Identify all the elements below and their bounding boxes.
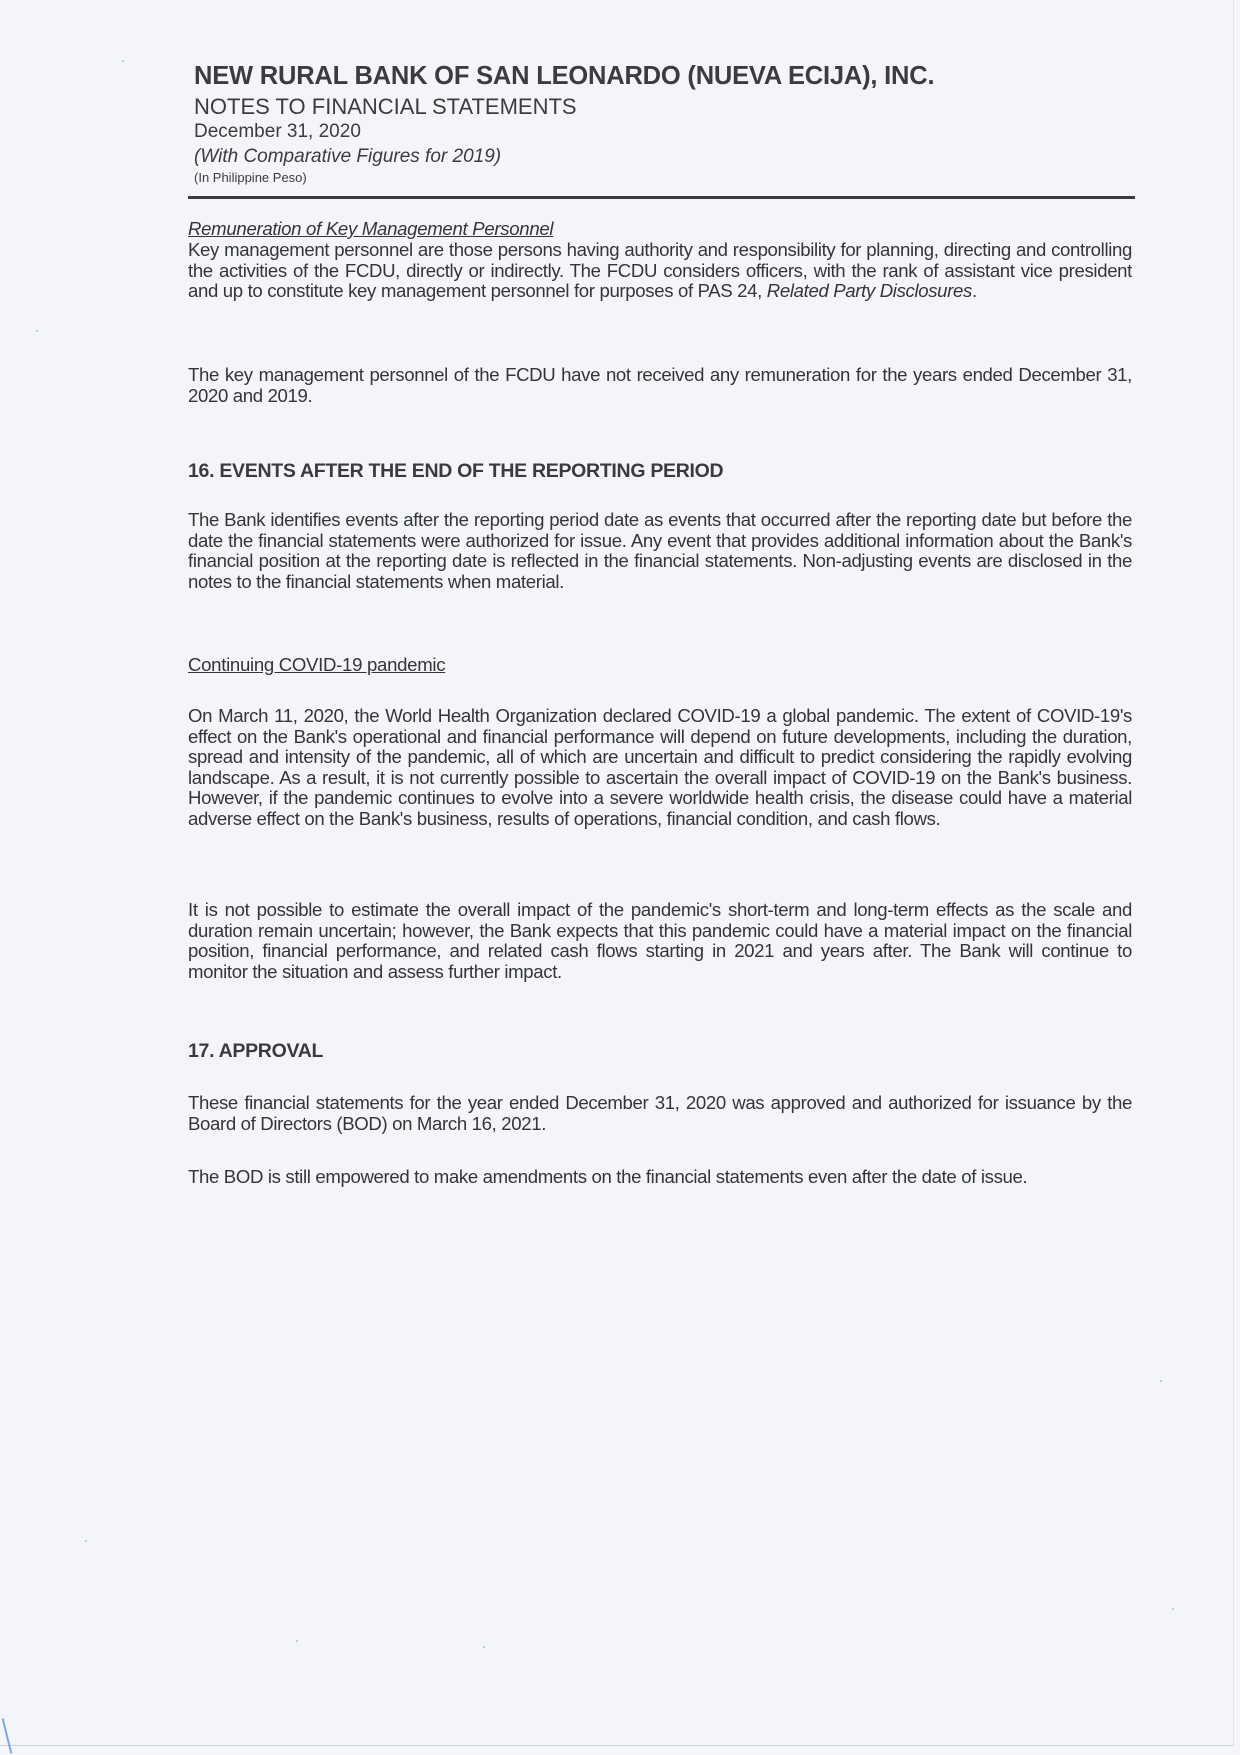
section-17-title: 17. APPROVAL (188, 1040, 324, 1062)
remuneration-paragraph-1-end: . (971, 280, 977, 302)
section-16-paragraph-3: It is not possible to estimate the overall impact of the pandemic's short-term and long-term effects as the scale and duration remain uncertain; however, the Bank expects that this pandemic could have a material impact on the financial position, financial performance, and related cash flows starting in 2021 and years after. The Bank will continue to monitor the situation and assess further impact. (188, 899, 1132, 982)
remuneration-paragraph-2: The key management personnel of the FCDU have not received any remuneration for the years ended December 31, 2020 and 2019. (188, 364, 1132, 406)
section-16-title: 16. EVENTS AFTER THE END OF THE REPORTING PERIOD (188, 460, 724, 482)
currency-note: (In Philippine Peso) (194, 170, 307, 185)
section-17-paragraph-1: These financial statements for the year ended December 31, 2020 was approved and authorized for issuance by the Board of Directors (BOD) on March 16, 2021. (188, 1092, 1132, 1134)
scan-speck (483, 1646, 485, 1648)
scan-speck (1160, 1380, 1162, 1382)
header-divider (188, 196, 1135, 199)
covid-subheading: Continuing COVID-19 pandemic (188, 654, 446, 675)
scan-speck (1172, 1608, 1174, 1610)
company-name: NEW RURAL BANK OF SAN LEONARDO (NUEVA ECIJA), INC. (194, 62, 935, 90)
statement-date: December 31, 2020 (194, 121, 361, 142)
section-17-paragraph-2: The BOD is still empowered to make amendments on the financial statements even after the date of issue. (188, 1166, 1028, 1187)
section-16-paragraph-1: The Bank identifies events after the reporting period date as events that occurred after the reporting date but before the date the financial statements were authorized for issue. Any event that provides additional information about the Bank's financial position at the reporting date is reflected in the financial statements. Non-adjusting events are disclosed in the notes to the financial statements when material. (188, 509, 1132, 592)
related-party-disclosures-title: Related Party Disclosures (766, 280, 972, 302)
scan-speck (296, 1640, 298, 1642)
comparative-note: (With Comparative Figures for 2019) (194, 146, 502, 167)
scan-speck (85, 1540, 87, 1542)
remuneration-heading: Remuneration of Key Management Personnel (188, 218, 554, 239)
document-title: NOTES TO FINANCIAL STATEMENTS (194, 94, 577, 119)
scan-speck (122, 60, 124, 62)
section-16-paragraph-2: On March 11, 2020, the World Health Organization declared COVID-19 a global pandemic. The extent of COVID-19's effect on the Bank's operational and financial performance will depend on future developments, including the duration, spread and intensity of the pandemic, all of which are uncertain and difficult to predict considering the rapidly evolving landscape. As a result, it is not currently possible to ascertain the overall impact of COVID-19 on the Bank's business. However, if the pandemic continues to evolve into a severe worldwide health crisis, the disease could have a material adverse effect on the Bank's business, results of operations, financial condition, and cash flows. (188, 705, 1132, 829)
remuneration-paragraph-1-text: Key management personnel are those persons having authority and responsibility for planning, directing and controlling the activities of the FCDU, directly or indirectly. The FCDU considers officers, with the rank of assistant vice president and up to constitute key management personnel for purposes of PAS 24, (188, 239, 1132, 302)
remuneration-paragraph-1 (188, 240, 1132, 302)
scan-speck (36, 330, 38, 332)
